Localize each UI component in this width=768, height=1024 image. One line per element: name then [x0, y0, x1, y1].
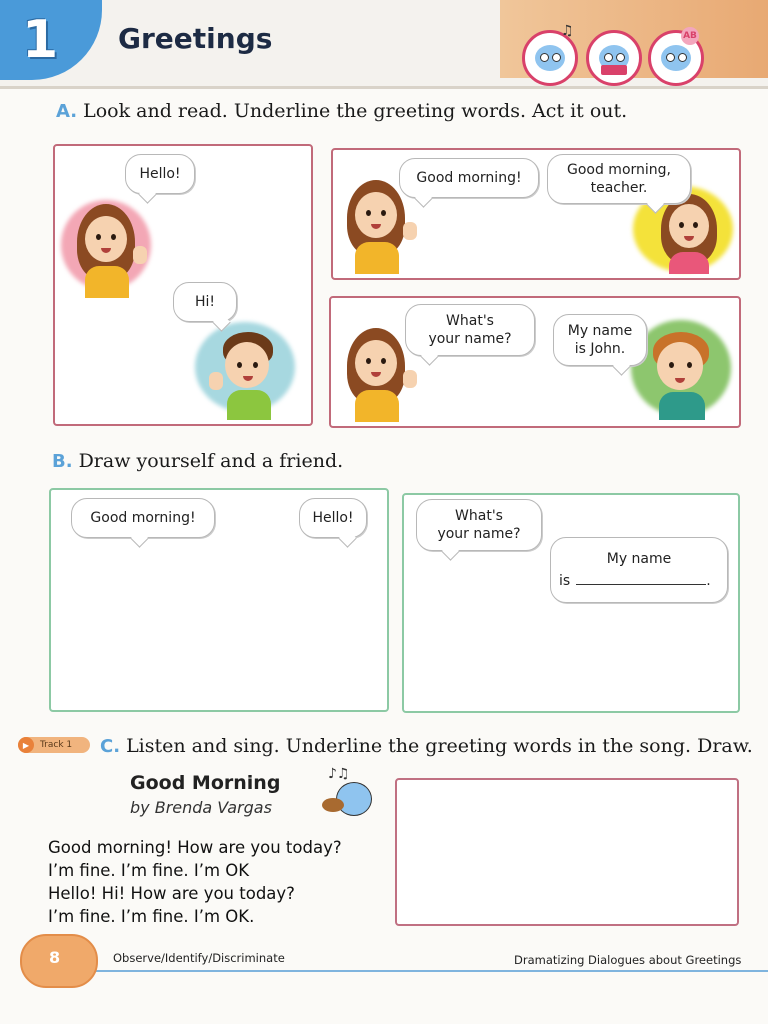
bubble-hello-blank [299, 498, 367, 538]
bubble-good-morning-teacher-line2: teacher. [590, 180, 648, 196]
section-b-heading [52, 450, 343, 472]
bubble-hello [125, 154, 195, 194]
bubble-whats-name-blank-line2: your name? [437, 526, 521, 542]
panel-good-morning [331, 148, 741, 280]
bubble-my-name-blank-line1: My name [606, 551, 672, 567]
lyric-line-4: I’m fine. I’m fine. I’m OK. [48, 907, 255, 926]
section-b-letter: B. [52, 451, 73, 472]
song-author: by Brenda Vargas [130, 798, 272, 817]
bubble-hello-blank-text: Hello! [312, 510, 354, 526]
bubble-whats-name-blank-line1: What's [455, 508, 503, 524]
header-rule [0, 86, 768, 89]
footer-rule [90, 970, 768, 972]
bubble-my-name-blank-line2: is [559, 573, 571, 589]
panel-hello-hi [53, 144, 313, 426]
song-title: Good Morning [130, 772, 281, 794]
name-blank-line[interactable] [576, 574, 706, 585]
bubble-good-morning-blank-text: Good morning! [90, 510, 196, 526]
teacher-character [659, 194, 729, 274]
section-c-instruction: Listen and sing. Underline the greeting words in the song. Draw. [126, 735, 753, 757]
play-icon: ▶ [18, 737, 34, 753]
drawing-box-greeting[interactable] [49, 488, 389, 712]
bubble-whats-your-name-blank [416, 499, 542, 551]
bubble-good-morning-teacher [547, 154, 691, 204]
panel-whats-your-name [329, 296, 741, 428]
bubble-my-name-is-john [553, 314, 647, 366]
bubble-my-name-line1: My name [567, 323, 633, 339]
singing-robot-icon: ♪♫ [322, 768, 374, 830]
track-1-audio-button[interactable] [18, 737, 90, 753]
bubble-whats-your-name-line2: your name? [428, 331, 512, 347]
bubble-hi [173, 282, 237, 322]
bubble-hi-text: Hi! [194, 294, 216, 310]
john-character [647, 332, 727, 422]
abc-robot-icon: AB [648, 30, 704, 86]
unit-number: 1 [22, 10, 59, 70]
bubble-my-name-line2: is John. [574, 341, 626, 357]
music-robot-icon: ♫ [522, 30, 578, 86]
drawing-box-name[interactable] [402, 493, 740, 713]
unit-title: Greetings [118, 22, 273, 55]
page-number: 8 [49, 948, 61, 967]
section-c-heading [100, 735, 753, 757]
section-a-instruction: Look and read. Underline the greeting words. Act it out. [83, 100, 628, 122]
footer-skill-text: Observe/Identify/Discriminate [113, 951, 285, 965]
section-a-heading [56, 100, 627, 122]
song-drawing-box[interactable] [395, 778, 739, 926]
boy-character [215, 332, 295, 422]
girl-character [73, 204, 153, 304]
track-label: Track 1 [40, 740, 73, 750]
lyric-line-2: I’m fine. I’m fine. I’m OK [48, 861, 250, 880]
section-c-letter: C. [100, 736, 121, 757]
reading-robot-icon [586, 30, 642, 86]
bubble-whats-your-name [405, 304, 535, 356]
bubble-good-morning-text: Good morning! [416, 170, 522, 186]
bubble-my-name-blank: My name is . [550, 537, 728, 603]
section-b-instruction: Draw yourself and a friend. [78, 450, 344, 472]
footer-topic-text: Dramatizing Dialogues about Greetings [514, 953, 742, 967]
lyric-line-3: Hello! Hi! How are you today? [48, 884, 295, 903]
section-a-letter: A. [56, 101, 78, 122]
bubble-whats-your-name-line1: What's [446, 313, 494, 329]
lyric-line-1: Good morning! How are you today? [48, 838, 342, 857]
bubble-hello-text: Hello! [139, 166, 181, 182]
bubble-good-morning-teacher-line1: Good morning, [566, 162, 671, 178]
